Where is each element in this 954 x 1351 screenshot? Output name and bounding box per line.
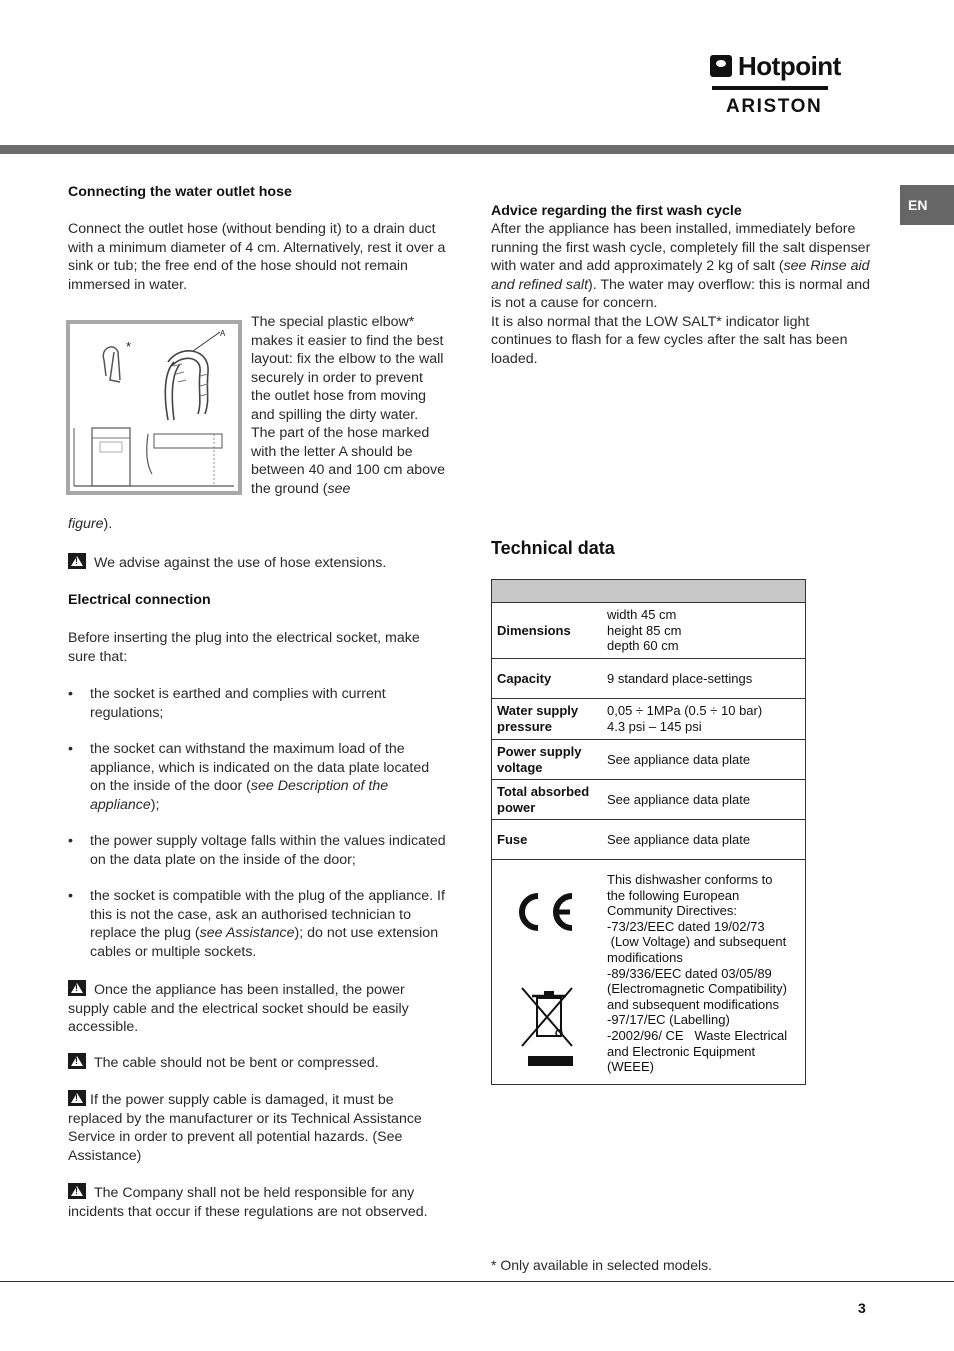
liability-warning [68,1183,448,1221]
spec-value-line: See appliance data plate [607,791,751,807]
conformity-line: and subsequent modifications [607,996,780,1012]
accessibility-warning [68,980,448,1037]
spec-value [607,740,805,779]
outlet-hose-figure [66,320,242,495]
figure-caption-2: The part of the hose marked with the letter A should be between 40 and 100 cm above the ground ( [251,425,446,497]
logo-divider [712,86,828,90]
technical-data-title: Technical data [491,538,615,558]
checklist-item-text: the socket is compatible with the plug of the appliance. If this is not the case, ask an authorised technician to replace the plug ( [90,888,445,941]
table-row [492,780,805,820]
spec-value [607,699,805,739]
spec-value [607,820,805,859]
checklist-item [68,887,448,961]
conformity-line: (Electromagnetic Compatibility) [607,981,787,997]
first-wash-paragraph [491,220,871,368]
figure-caption [251,313,446,498]
conformity-line: This dishwasher conforms to [607,872,773,887]
accessibility-warning-text: Once the appliance has been installed, the power supply cable and the electrical socket should be easily accessible. [68,982,409,1035]
ce-mark-text: CE [492,860,494,861]
warning-icon [68,1090,86,1106]
spec-label: Water supply pressure [497,703,579,734]
electrical-heading: Electrical connection [68,592,211,608]
checklist-item [68,832,448,869]
sub-brand-name: ARISTON [726,96,823,117]
spec-value-line: depth 60 cm [607,638,679,654]
first-wash-text: After the appliance has been installed, immediately before running the first wash cycle, completely fill the salt dispenser with water and add approximately 2 kg of salt ( [491,221,871,274]
conformity-row [492,860,805,1084]
checklist-item-end: ); [150,796,160,813]
hose-extension-warning-text: We advise against the use of hose extensions. [94,555,387,571]
checklist-item-end: ); do not use extension cables or multiple sockets. [90,925,439,960]
conformity-text [607,860,805,1084]
figure-label-star: * [126,339,132,354]
spec-value [607,603,805,658]
conformity-symbols [492,860,607,1084]
conformity-line: (WEEE) [607,1059,654,1075]
conformity-line: Community Directives: [607,903,738,919]
outlet-hose-paragraph: Connect the outlet hose (without bending it) to a drain duct with a minimum diameter of 4 cm. Alternatively, rest it over a sink or tub; the free end of the hose should not remain immersed in water. [68,221,446,293]
conformity-line: modifications [607,949,683,965]
ce-mark-icon [492,860,572,928]
hotpoint-logo-icon [710,55,732,77]
spec-value-line: 4.3 psi – 145 psi [607,719,702,734]
spec-label: Fuse [497,831,528,847]
warning-icon [68,1183,86,1199]
conformity-line: -73/23/EEC dated 19/02/73 [607,918,765,934]
table-row [492,659,805,699]
table-header-band [492,580,805,603]
spec-value [607,780,805,819]
spec-value-line: width 45 cm [607,607,677,623]
warning-icon [68,980,86,996]
warning-icon [68,553,86,569]
table-row [492,740,805,780]
conformity-line: -2002/96/ CE Waste Electrical [607,1027,788,1043]
footnote: * Only available in selected models. [491,1257,713,1273]
checklist-item [68,740,448,814]
cable-bend-warning [68,1053,448,1073]
technical-data-table [491,579,806,1085]
language-tab: EN [900,185,954,225]
electrical-checklist [68,685,448,961]
checklist-item-italic: see Assistance [199,925,295,941]
header-band [0,145,954,154]
spec-label: Dimensions [497,622,571,638]
spec-value-line: See appliance data plate [607,831,751,847]
electrical-intro: Before inserting the plug into the electrical socket, make sure that: [68,630,420,665]
figure-caption-italic-a: see [327,480,351,497]
cable-bend-warning-text: The cable should not be bent or compressed. [94,1055,379,1071]
spec-value-line: 9 standard place-settings [607,670,753,686]
spec-label: Total absorbed power [497,783,590,815]
conformity-line: and Electronic Equipment [607,1043,756,1059]
warning-icon [68,1053,86,1069]
liability-warning-text: The Company shall not be held responsible for any incidents that occur if these regulations are not observed. [68,1185,428,1220]
checklist-item-italic: see Description of the appliance [90,778,389,813]
table-row [492,699,805,740]
footer-rule [0,1281,954,1282]
checklist-item-text: the socket can withstand the maximum load of the appliance, which is indicated on the data plate located on the inside of the door ( [90,741,430,794]
outlet-hose-heading: Connecting the water outlet hose [68,184,292,200]
table-row [492,603,805,659]
conformity-graphics [492,860,607,1080]
spec-value-line: height 85 cm [607,622,682,638]
first-wash-text-end: ). The water may overflow: this is normal and is not a cause for concern. [491,276,871,311]
page-number: 3 [858,1300,866,1316]
conformity-line: (Low Voltage) and subsequent [607,934,787,950]
checklist-item-text: the power supply voltage falls within the values indicated on the data plate on the inside of the door; [90,833,446,868]
figure-caption-tail [68,515,112,534]
spec-label: Capacity [497,670,552,686]
spec-label: Power supply voltage [497,743,582,775]
low-salt-note: It is also normal that the LOW SALT* indicator light continues to flash for a few cycles after the salt has been loaded. [491,313,848,367]
conformity-line: -89/336/EEC dated 03/05/89 [607,965,772,981]
figure-label-a: A [220,329,226,338]
spec-value-line: 0,05 ÷ 1MPa (0.5 ÷ 10 bar) [607,703,763,719]
conformity-line: -97/17/EC (Labelling) [607,1012,730,1028]
damaged-cable-warning-text: If the power supply cable is damaged, it must be replaced by the manufacturer or its Technical Assistance Service in order to prevent all potential hazards. (See Assistance) [68,1092,422,1164]
spec-value [607,659,805,698]
figure-caption-1: The special plastic elbow* makes it easier to find the best layout: fix the elbow to the wall securely in order to prevent the outlet hose from moving and spilling the dirty water. [251,314,444,423]
brand-logo [710,52,860,118]
checklist-item-text: the socket is earthed and complies with current regulations; [90,686,386,721]
brand-name: Hotpoint [738,51,841,81]
table-row [492,820,805,860]
figure-caption-italic-b: figure [68,516,104,532]
figure-caption-end: ). [103,516,113,532]
weee-bin-icon [522,988,573,1066]
conformity-line: the following European [607,887,740,903]
first-wash-italic: see Rinse aid and refined salt [491,258,870,293]
first-wash-heading: Advice regarding the first wash cycle [491,203,742,219]
hose-extension-warning [68,553,448,573]
checklist-item [68,685,448,722]
damaged-cable-warning [68,1090,448,1165]
hose-diagram [70,324,238,491]
spec-value-line: See appliance data plate [607,751,751,767]
